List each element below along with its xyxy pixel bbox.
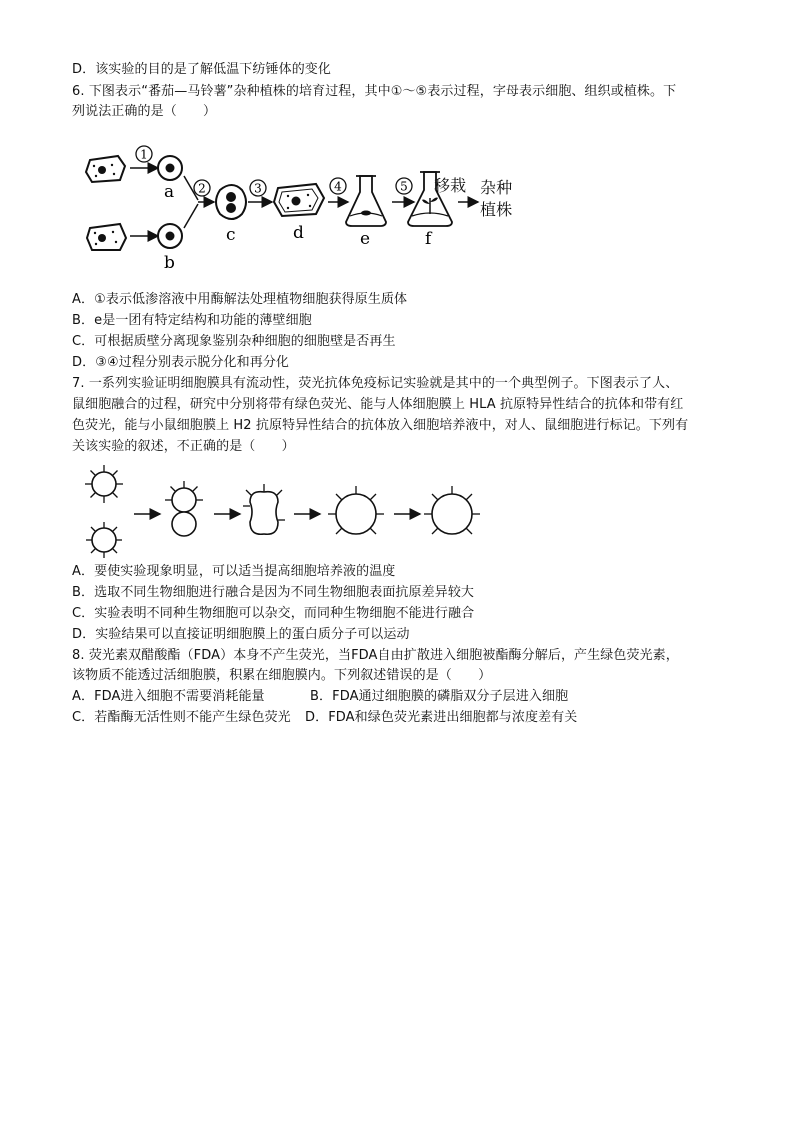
q6-option-d: D．③④过程分别表示脱分化和再分化: [72, 355, 290, 370]
q6-option-b: B．e是一团有特定结构和功能的薄壁细胞: [72, 313, 312, 328]
letter-a: a: [164, 182, 175, 202]
q7-stem-line4: 关该实验的叙述，不正确的是（ ）: [72, 439, 295, 454]
fused-cell-late-icon: [424, 486, 480, 534]
q8-option-d: D．FDA和绿色荧光素进出细胞都与浓度差有关: [305, 710, 578, 725]
letter-c: c: [226, 225, 236, 245]
q7-stem-line2: 鼠细胞融合的过程，研究中分别将带有绿色荧光、能与人体细胞膜上 HLA 抗原特异性结合的抗体和带有红: [72, 397, 684, 412]
q8-option-a: A．FDA进入细胞不需要消耗能量: [72, 689, 265, 704]
letter-b: b: [164, 253, 175, 273]
q7-cell-fusion-figure: [80, 462, 500, 562]
human-cell-icon: [85, 465, 123, 503]
q6-stem-line1: 6. 下图表示“番茄—马铃薯”杂种植株的培育过程，其中①～⑤表示过程，字母表示细胞、组织或植株。下: [72, 84, 677, 99]
contact-cells-icon: [165, 481, 203, 536]
q8-stem-line2: 该物质不能透过活细胞膜，积累在细胞膜内。下列叙述错误的是（ ）: [72, 668, 492, 683]
q8-stem-line1: 8. 荧光素双醋酸酯（FDA）本身不产生荧光，当FDA自由扩散进入细胞被酯酶分解后，产生绿色荧光素，: [72, 648, 679, 663]
fused-cell-early-icon: [328, 486, 384, 534]
q6-hybridization-figure: [80, 140, 520, 280]
step-5-label: 5: [400, 179, 408, 194]
flask-e-icon: [346, 176, 386, 226]
letter-e: e: [360, 229, 371, 249]
q7-option-a: A．要使实验现象明显，可以适当提高细胞培养液的温度: [72, 564, 396, 579]
merging-cells-icon: [243, 484, 285, 534]
step-1-label: 1: [140, 147, 148, 162]
letter-d: d: [293, 223, 304, 243]
q8-option-c: C．若酯酶无活性则不能产生绿色荧光: [72, 710, 291, 725]
fusing-cell-c-icon: [216, 185, 246, 219]
letter-f: f: [425, 229, 432, 249]
merge-line-top: [184, 176, 198, 200]
step-3-label: 3: [254, 181, 262, 196]
q7-stem-line1: 7. 一系列实验证明细胞膜具有流动性，荧光抗体免疫标记实验就是其中的一个典型例子。下图表示了人、: [72, 376, 679, 391]
mouse-cell-icon: [86, 522, 122, 558]
q5-option-d: D．该实验的目的是了解低温下纺锤体的变化: [72, 62, 332, 77]
q7-stem-line3: 色荧光，能与小鼠细胞膜上 H2 抗原特异性结合的抗体放入细胞培养液中，对人、鼠细胞进行标记。下列有: [72, 418, 689, 433]
q8-option-b: B．FDA通过细胞膜的磷脂双分子层进入细胞: [310, 689, 569, 704]
q7-option-c: C．实验表明不同种生物细胞可以杂交，而同种生物细胞不能进行融合: [72, 606, 475, 621]
step-4-label: 4: [334, 179, 342, 194]
q6-stem-line2: 列说法正确的是（ ）: [72, 104, 217, 119]
q6-option-a: A．①表示低渗溶液中用酶解法处理植物细胞获得原生质体: [72, 292, 408, 307]
transplant-label: 移栽: [434, 176, 467, 195]
merge-line-bottom: [184, 204, 198, 228]
q6-option-c: C．可根据质壁分离现象鉴别杂种细胞的细胞壁是否再生: [72, 334, 396, 349]
hybrid-plant-label-line1: 杂种: [480, 178, 513, 197]
step-2-label: 2: [198, 181, 206, 196]
q7-option-d: D．实验结果可以直接证明细胞膜上的蛋白质分子可以运动: [72, 627, 410, 642]
plant-cell-bottom-icon: [87, 224, 126, 250]
q7-option-b: B．选取不同生物细胞进行融合是因为不同生物细胞表面抗原差异较大: [72, 585, 475, 600]
hybrid-cell-d-icon: [274, 184, 324, 216]
plant-cell-top-icon: [86, 156, 125, 182]
hybrid-plant-label-line2: 植株: [480, 200, 513, 219]
